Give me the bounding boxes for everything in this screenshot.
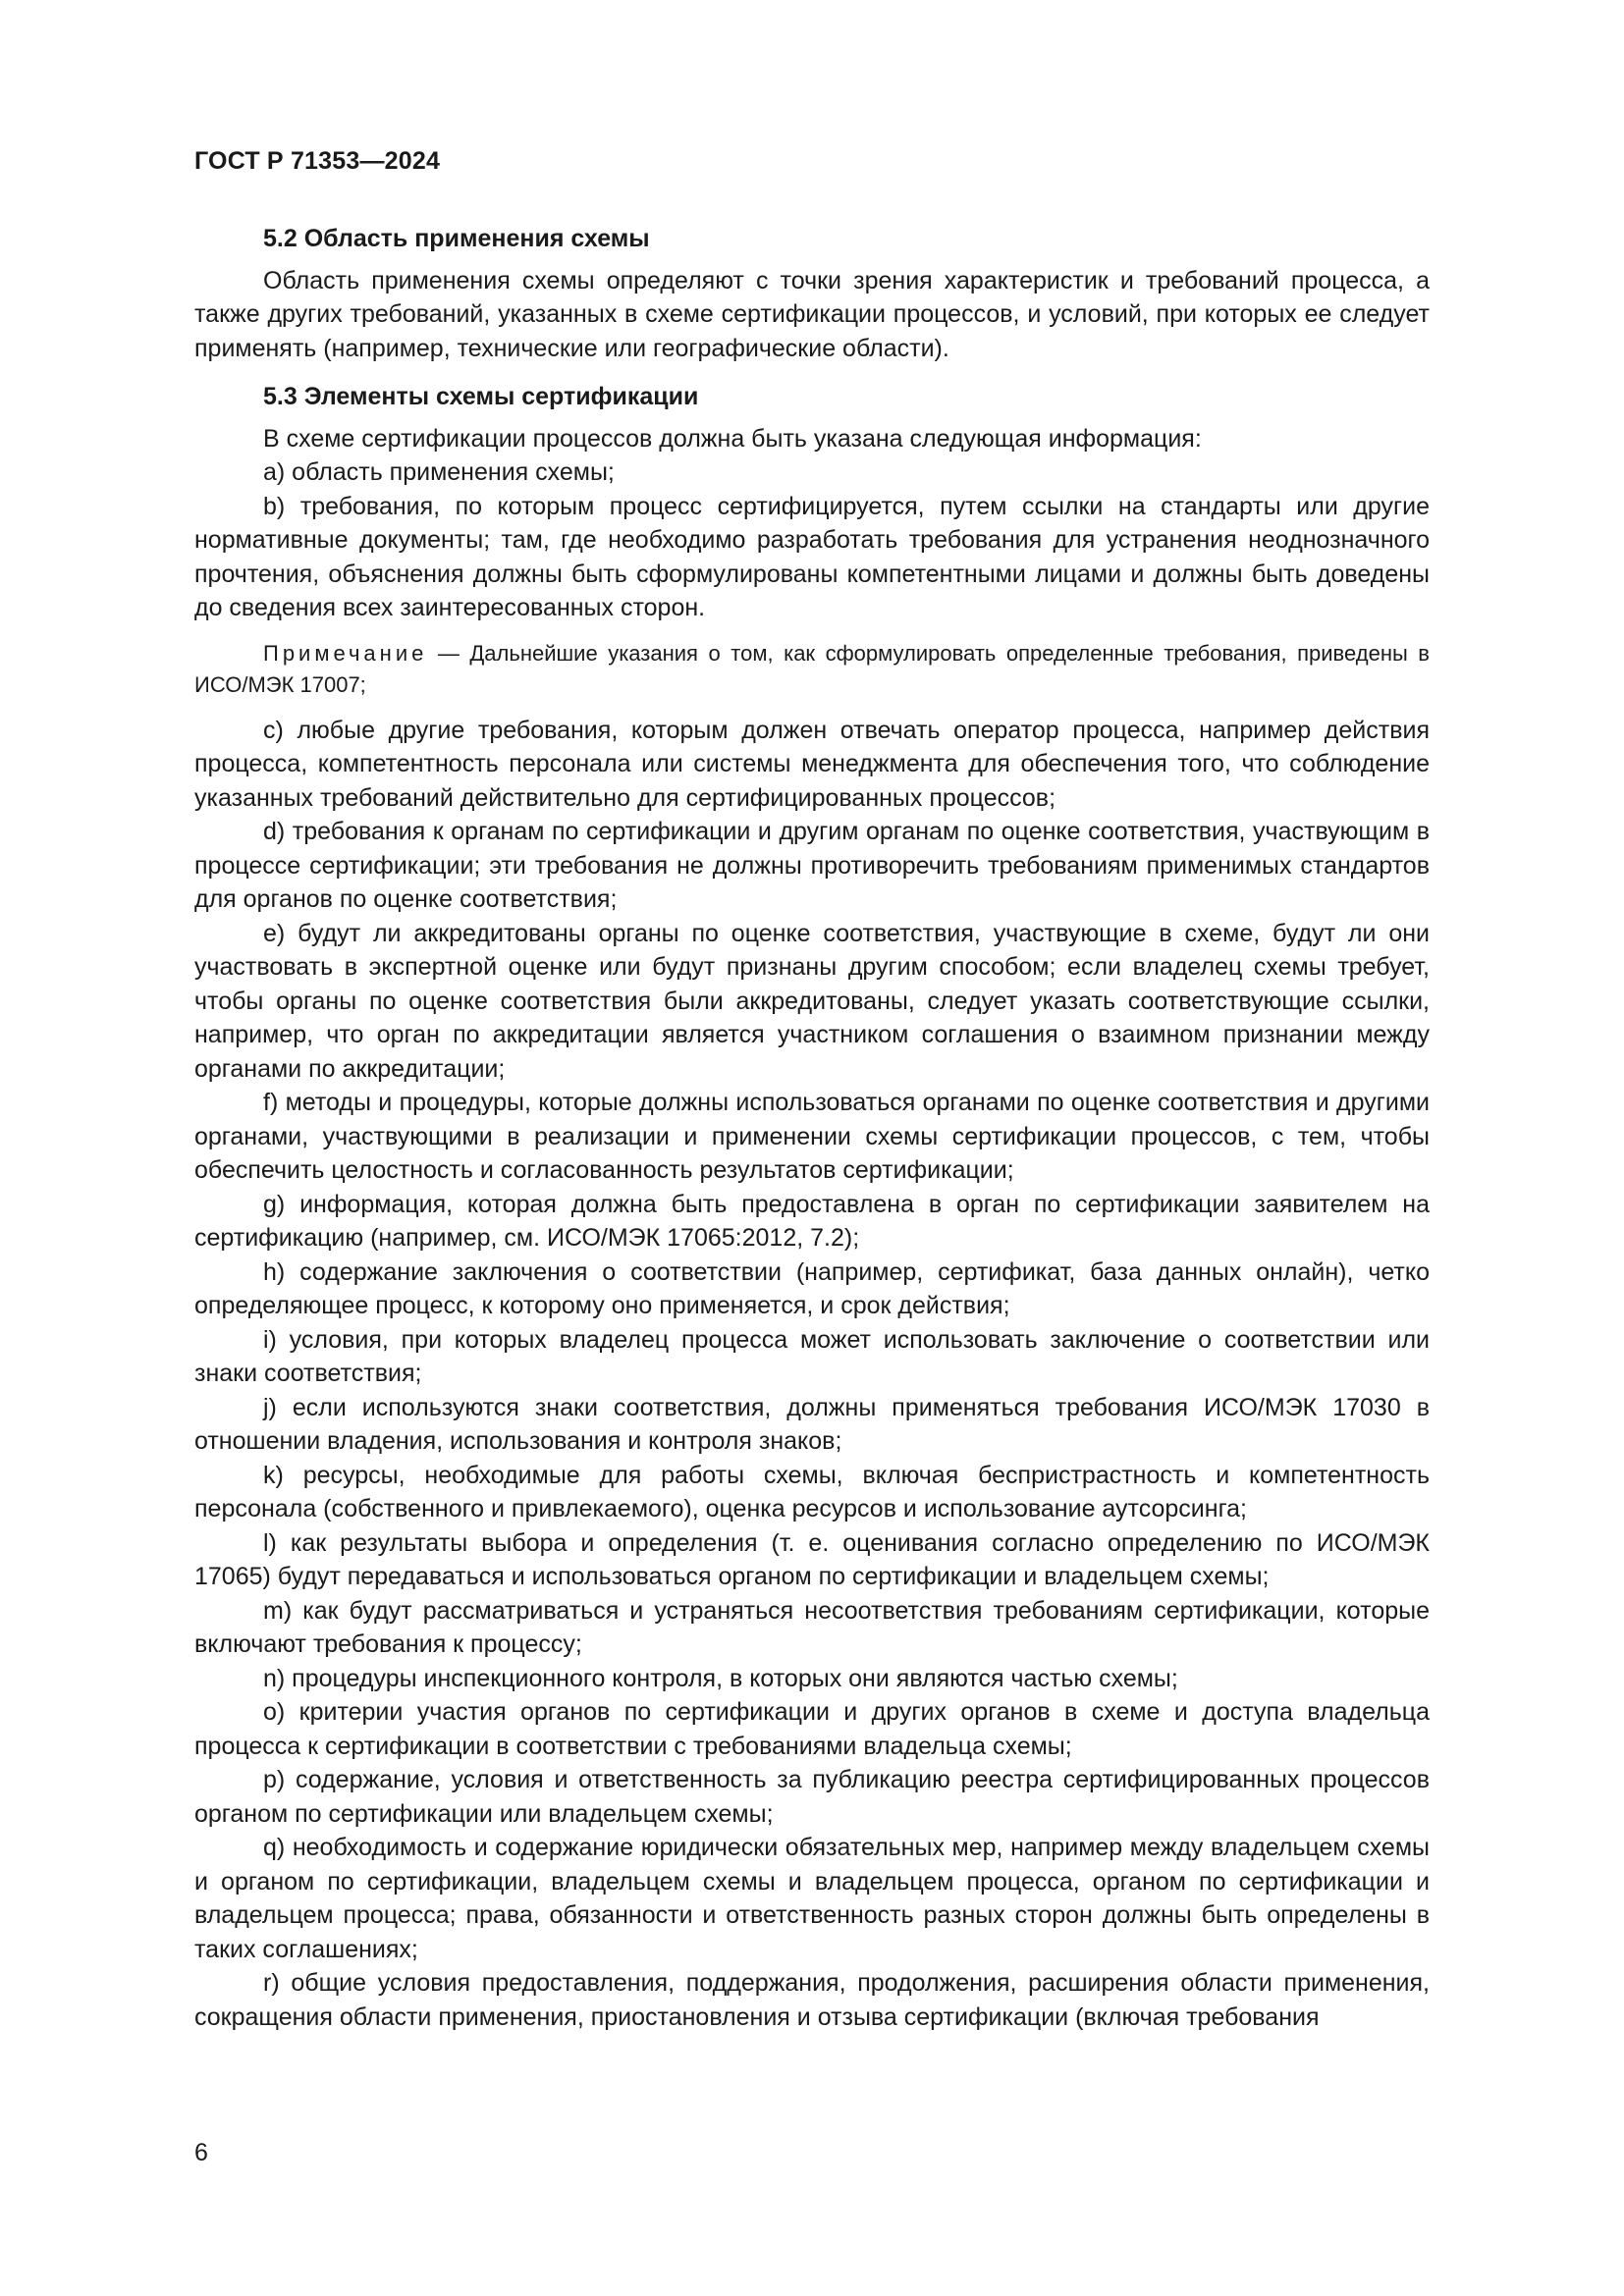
list-item-f: f) методы и процедуры, которые должны использоваться органами по оценке соответствия и другими органами, участвующими в реализации и применении схемы сертификации процессов, с тем, чтобы обеспечить целостность и согласованность результатов сертификации; (194, 1089, 1430, 1184)
list-item-r: r) общие условия предоставления, поддержания, продолжения, расширения области применения, сокращения области применения, приостановления и отзыва сертификации (включая требования (194, 1969, 1430, 2031)
note-label: Примечание (263, 640, 428, 666)
list-item-m: m) как будут рассматриваться и устраняться несоответствия требованиям сертификации, которые включают требования к процессу; (194, 1596, 1430, 1658)
list-item-q: q) необходимость и содержание юридически обязательных мер, например между владельцем схемы и органом по сертификации, владельцем схемы и владельцем процесса, органом по сертификации и владельцем процесса; права, обязанности и ответственность разных сторон должны быть определены в таких соглашениях; (194, 1834, 1430, 1963)
list-item-p: p) содержание, условия и ответственность за публикацию реестра сертифицированных процессов органом по сертификации или владельцем схемы; (194, 1766, 1430, 1828)
note-text: — Дальнейшие указания о том, как сформулировать определенные требования, приведены в ИСО/МЭК 17007; (194, 640, 1430, 697)
list-item-a: а) область применения схемы; (263, 458, 615, 486)
page-content (194, 222, 1430, 2034)
list-item-o: o) критерии участия органов по сертификации и других органов в схеме и доступа владельца процесса к сертификации в соответствии с требованиями владельца схемы; (194, 1698, 1430, 1760)
list-item-g: g) информация, которая должна быть предоставлена в орган по сертификации заявителем на сертификацию (например, см. ИСО/МЭК 17065:2012, 7.2); (194, 1190, 1430, 1252)
list-item-h: h) содержание заключения о соответствии (например, сертификат, база данных онлайн), четко определяющее процесс, к которому оно применяется, и срок действия; (194, 1257, 1430, 1319)
list-item-j: j) если используются знаки соответствия, должны применяться требования ИСО/МЭК 17030 в отношении владения, использования и контроля знаков; (194, 1393, 1430, 1455)
section-5-3-intro: В схеме сертификации процессов должна быть указана следующая информация: (263, 424, 1202, 453)
list-item-e: e) будут ли аккредитованы органы по оценке соответствия, участвующие в схеме, будут ли они участвовать в экспертной оценке или будут признаны другим способом; если владелец схемы требует, чтобы органы по оценке соответствия были аккредитованы, следует указать соответствующие ссылки, например, что орган по аккредитации является участником соглашения о взаимном признании между органами по аккредитации; (194, 919, 1430, 1083)
list-item-d: d) требования к органам по сертификации и другим органам по оценке соответствия, участвующим в процессе сертификации; эти требования не должны противоречить требованиям применимых стандартов для органов по оценке соответствия; (194, 818, 1430, 913)
list-item-k: k) ресурсы, необходимые для работы схемы, включая беспристрастность и компетентность персонала (собственного и привлекаемого), оценка ресурсов и использование аутсорсинга; (194, 1461, 1430, 1522)
list-item-c: c) любые другие требования, которым должен отвечать оператор процесса, например действия процесса, компетентность персонала или системы менеджмента для обеспечения того, что соблюдение указанных требований действительно для сертифицированных процессов; (194, 716, 1430, 812)
note (194, 638, 1430, 701)
page-number: 6 (194, 2139, 208, 2166)
section-5-2-paragraph: Область применения схемы определяют с точки зрения характеристик и требований процесса, а также других требований, указанных в схеме сертификации процессов, и условий, при которых ее следует применять (например, технические или географические области). (194, 266, 1430, 362)
section-title-5-3: 5.3 Элементы схемы сертификации (263, 383, 699, 410)
list-item-n: n) процедуры инспекционного контроля, в которых они являются частью схемы; (263, 1664, 1178, 1692)
list-item-b: b) требования, по которым процесс сертифицируется, путем ссылки на стандарты или другие нормативные документы; там, где необходимо разработать требования для устранения неоднозначного прочтения, объяснения должны быть сформулированы компетентными лицами и должны быть доведены до сведения всех заинтересованных сторон. (194, 492, 1430, 621)
section-title-5-2: 5.2 Область применения схемы (263, 225, 650, 252)
list-item-l: l) как результаты выбора и определения (т. е. оценивания согласно определению по ИСО/МЭК 17065) будут передаваться и использоваться органом по сертификации и владельцем схемы; (194, 1528, 1430, 1590)
document-header: ГОСТ Р 71353—2024 (194, 147, 441, 175)
list-item-i: i) условия, при которых владелец процесса может использовать заключение о соответствии или знаки соответствия; (194, 1325, 1430, 1387)
